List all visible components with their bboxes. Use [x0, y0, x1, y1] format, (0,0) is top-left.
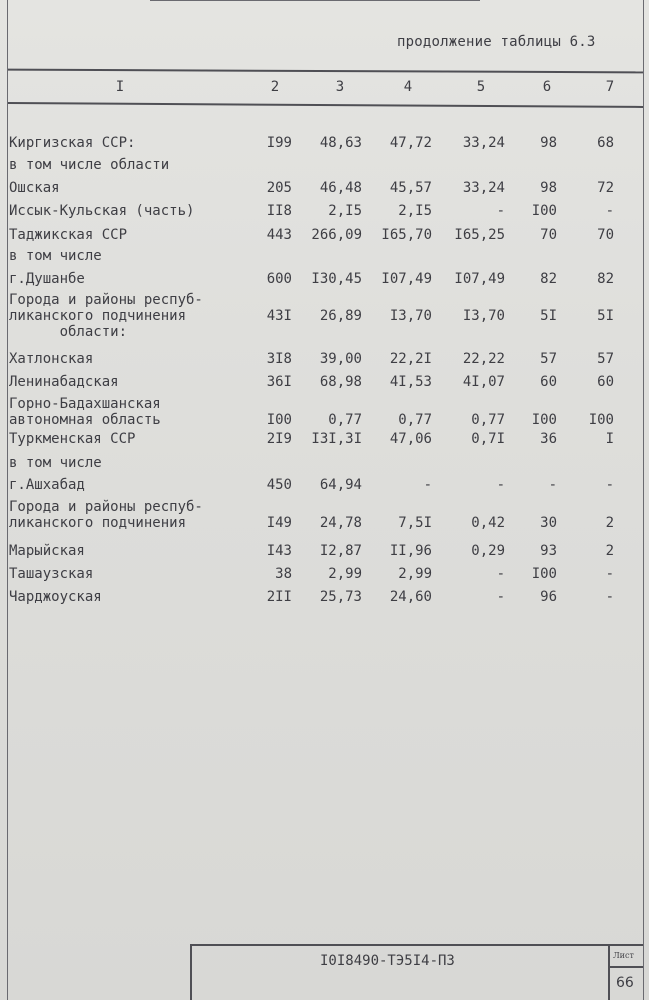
table-cell-col4: 47,72 [389, 135, 432, 151]
table-cell-col3: 25,73 [319, 589, 362, 605]
table-cell-col3: 24,78 [319, 515, 362, 531]
table-cell-col4: II,96 [389, 543, 432, 559]
table-cell-col2: 43I [266, 308, 292, 324]
row-label: в том числе [9, 248, 102, 264]
table-cell-col2: I00 [266, 412, 292, 428]
table-cell-col7: 70 [597, 227, 614, 243]
row-label: в том числе [9, 455, 102, 471]
table-cell-col3: 64,94 [319, 477, 362, 493]
table-cell-col5: - [496, 589, 505, 605]
table-cell-col6: I00 [531, 566, 557, 582]
table-cell-col5: 0,42 [471, 515, 505, 531]
table-cell-col4: 45,57 [389, 180, 432, 196]
column-header-5: 5 [476, 79, 486, 95]
table-cell-col7: 82 [597, 271, 614, 287]
table-cell-col5: 0,77 [471, 412, 505, 428]
row-label: автономная область [9, 412, 161, 428]
table-cell-col5: - [496, 203, 505, 219]
table-cell-col3: 48,63 [319, 135, 362, 151]
table-cell-col6: 98 [540, 180, 557, 196]
table-cell-col4: 47,06 [389, 431, 432, 447]
table-cell-col3: 2,99 [328, 566, 362, 582]
frame-left-border [7, 0, 8, 1000]
table-cell-col7: - [605, 566, 614, 582]
table-cell-col2: 443 [266, 227, 292, 243]
table-cell-col6: I00 [531, 203, 557, 219]
table-cell-col2: 600 [266, 271, 292, 287]
table-cell-col6: 5I [540, 308, 557, 324]
table-cell-col4: I65,70 [381, 227, 432, 243]
table-cell-col6: 30 [540, 515, 557, 531]
table-cell-col5: 22,22 [462, 351, 505, 367]
row-label: ликанского подчинения [9, 308, 187, 324]
row-label: Города и районы респуб- [9, 292, 203, 308]
table-cell-col6: 98 [540, 135, 557, 151]
table-cell-col4: 2,99 [398, 566, 432, 582]
table-cell-col6: 93 [540, 543, 557, 559]
row-label: Туркменская ССР [9, 431, 136, 447]
table-cell-col7: 2 [605, 543, 614, 559]
table-cell-col2: II8 [266, 203, 292, 219]
row-label: Чарджоуская [9, 589, 102, 605]
row-label: в том числе области [9, 157, 170, 173]
table-cell-col2: 2I9 [266, 431, 292, 447]
column-header-3: 3 [335, 79, 345, 95]
table-cell-col3: 39,00 [319, 351, 362, 367]
row-label: г.Ашхабад [9, 477, 85, 493]
table-cell-col2: 450 [266, 477, 292, 493]
table-cell-col7: 57 [597, 351, 614, 367]
table-cell-col4: I07,49 [381, 271, 432, 287]
table-cell-col4: 0,77 [398, 412, 432, 428]
table-cell-col4: - [423, 477, 432, 493]
sheet-number: 66 [616, 975, 634, 991]
table-cell-col7: - [605, 203, 614, 219]
table-cell-col7: - [605, 589, 614, 605]
row-label: Киргизская ССР: [9, 135, 136, 151]
table-cell-col7: 68 [597, 135, 614, 151]
table-cell-col6: 36 [540, 431, 557, 447]
table-cell-col5: 0,7I [471, 431, 505, 447]
table-cell-col5: 33,24 [462, 135, 505, 151]
sheet-label: Лист [613, 951, 634, 960]
table-cell-col3: 68,98 [319, 374, 362, 390]
table-cell-col3: 46,48 [319, 180, 362, 196]
table-header-rule [8, 102, 643, 107]
table-cell-col2: I43 [266, 543, 292, 559]
table-cell-col6: - [548, 477, 557, 493]
table-cell-col3: I3I,3I [311, 431, 362, 447]
table-cell-col5: 4I,07 [462, 374, 505, 390]
table-cell-col7: 5I [597, 308, 614, 324]
row-label: Ленинабадская [9, 374, 119, 390]
table-cell-col2: 2II [266, 589, 292, 605]
row-label: Города и районы респуб- [9, 499, 203, 515]
table-cell-col3: 266,09 [311, 227, 362, 243]
table-cell-col7: 2 [605, 515, 614, 531]
table-caption: продолжение таблицы 6.3 [397, 34, 596, 50]
table-cell-col5: I3,70 [462, 308, 505, 324]
table-cell-col3: I30,45 [311, 271, 362, 287]
row-label: Хатлонская [9, 351, 94, 367]
column-header-2: 2 [270, 79, 280, 95]
table-cell-col3: I2,87 [319, 543, 362, 559]
table-cell-col4: 2,I5 [398, 203, 432, 219]
table-cell-col4: 24,60 [389, 589, 432, 605]
column-header-4: 4 [403, 79, 413, 95]
table-cell-col2: 3I8 [266, 351, 292, 367]
table-cell-col6: 96 [540, 589, 557, 605]
table-cell-col4: 4I,53 [389, 374, 432, 390]
table-cell-col6: 57 [540, 351, 557, 367]
table-cell-col5: 0,29 [471, 543, 505, 559]
row-label: Ошская [9, 180, 60, 196]
document-code: I0I8490-ТЭ5I4-ПЗ [320, 953, 455, 969]
table-cell-col7: 72 [597, 180, 614, 196]
table-cell-col6: 60 [540, 374, 557, 390]
table-cell-col7: - [605, 477, 614, 493]
table-cell-col5: - [496, 477, 505, 493]
row-label: области: [9, 324, 128, 340]
table-cell-col7: I [605, 431, 614, 447]
table-cell-col4: 7,5I [398, 515, 432, 531]
column-header-1: I [115, 79, 125, 95]
table-cell-col4: I3,70 [389, 308, 432, 324]
table-cell-col6: 70 [540, 227, 557, 243]
table-cell-col2: 36I [266, 374, 292, 390]
row-label: Марыйская [9, 543, 85, 559]
row-label: Горно-Бадахшанская [9, 396, 161, 412]
table-cell-col2: 38 [275, 566, 292, 582]
row-label: Таджикская ССР [9, 227, 128, 243]
column-header-7: 7 [605, 79, 615, 95]
top-frame-edge [150, 0, 480, 1]
table-cell-col3: 0,77 [328, 412, 362, 428]
table-cell-col4: 22,2I [389, 351, 432, 367]
row-label: ликанского подчинения [9, 515, 187, 531]
row-label: г.Душанбе [9, 271, 85, 287]
table-cell-col6: I00 [531, 412, 557, 428]
table-cell-col5: I07,49 [454, 271, 505, 287]
row-label: Ташаузская [9, 566, 94, 582]
table-cell-col6: 82 [540, 271, 557, 287]
table-cell-col5: - [496, 566, 505, 582]
table-cell-col2: 205 [266, 180, 292, 196]
table-cell-col2: I99 [266, 135, 292, 151]
table-top-rule [8, 69, 643, 73]
row-label: Иссык-Кульская (часть) [9, 203, 195, 219]
table-cell-col5: 33,24 [462, 180, 505, 196]
table-cell-col7: I00 [588, 412, 614, 428]
table-cell-col3: 2,I5 [328, 203, 362, 219]
table-cell-col2: I49 [266, 515, 292, 531]
frame-right-border [643, 0, 644, 1000]
table-cell-col7: 60 [597, 374, 614, 390]
table-cell-col5: I65,25 [454, 227, 505, 243]
column-header-6: 6 [542, 79, 552, 95]
table-cell-col3: 26,89 [319, 308, 362, 324]
